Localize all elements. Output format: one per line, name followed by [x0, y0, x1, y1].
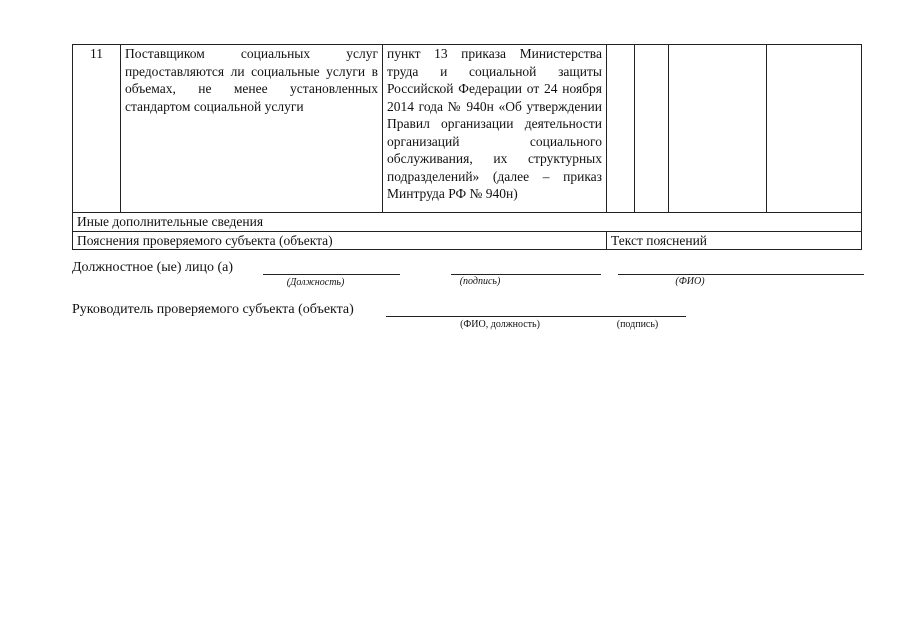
- row-requirement: пункт 13 приказа Министерства труда и социальной защиты Российской Федерации от 24 ноября 2014 года № 940н «Об утверждении Правил организации деятельности организаций социального обслуживания, их структурных подразделений» (далее – приказ Минтруда РФ № 940н): [383, 45, 607, 213]
- table-row: [73, 213, 862, 232]
- checklist-table: [72, 44, 862, 250]
- row-number: 11: [73, 45, 121, 213]
- row-question: Поставщиком социальных услуг предоставляются ли социальные услуги в объемах, не менее установленных стандартом социальной услуги: [121, 45, 383, 213]
- answer-cell-note: [767, 45, 862, 213]
- official-label: Должностное (ые) лицо (а): [72, 260, 234, 275]
- official-signature-line[interactable]: [451, 274, 601, 275]
- head-name-caption: (ФИО, должность): [460, 319, 540, 330]
- additional-info-label: Иные дополнительные сведения: [73, 213, 862, 232]
- answer-cell-yes: [607, 45, 635, 213]
- explanations-text-label: Текст пояснений: [607, 231, 862, 250]
- explanations-label: Пояснения проверяемого субъекта (объекта): [73, 231, 607, 250]
- table-row: [73, 231, 862, 250]
- answer-cell-na: [669, 45, 767, 213]
- head-label: Руководитель проверяемого субъекта (объекта): [72, 302, 354, 317]
- official-name-line[interactable]: [618, 274, 864, 275]
- head-signature-line[interactable]: [386, 316, 686, 317]
- official-position-caption: (Должность): [286, 277, 345, 288]
- table-row: [73, 45, 862, 213]
- official-position-line[interactable]: [263, 274, 400, 275]
- official-name-caption: (ФИО): [675, 276, 705, 287]
- answer-cell-no: [635, 45, 669, 213]
- official-signature-caption: (подпись): [459, 276, 501, 287]
- head-signature-caption: (подпись): [616, 319, 659, 330]
